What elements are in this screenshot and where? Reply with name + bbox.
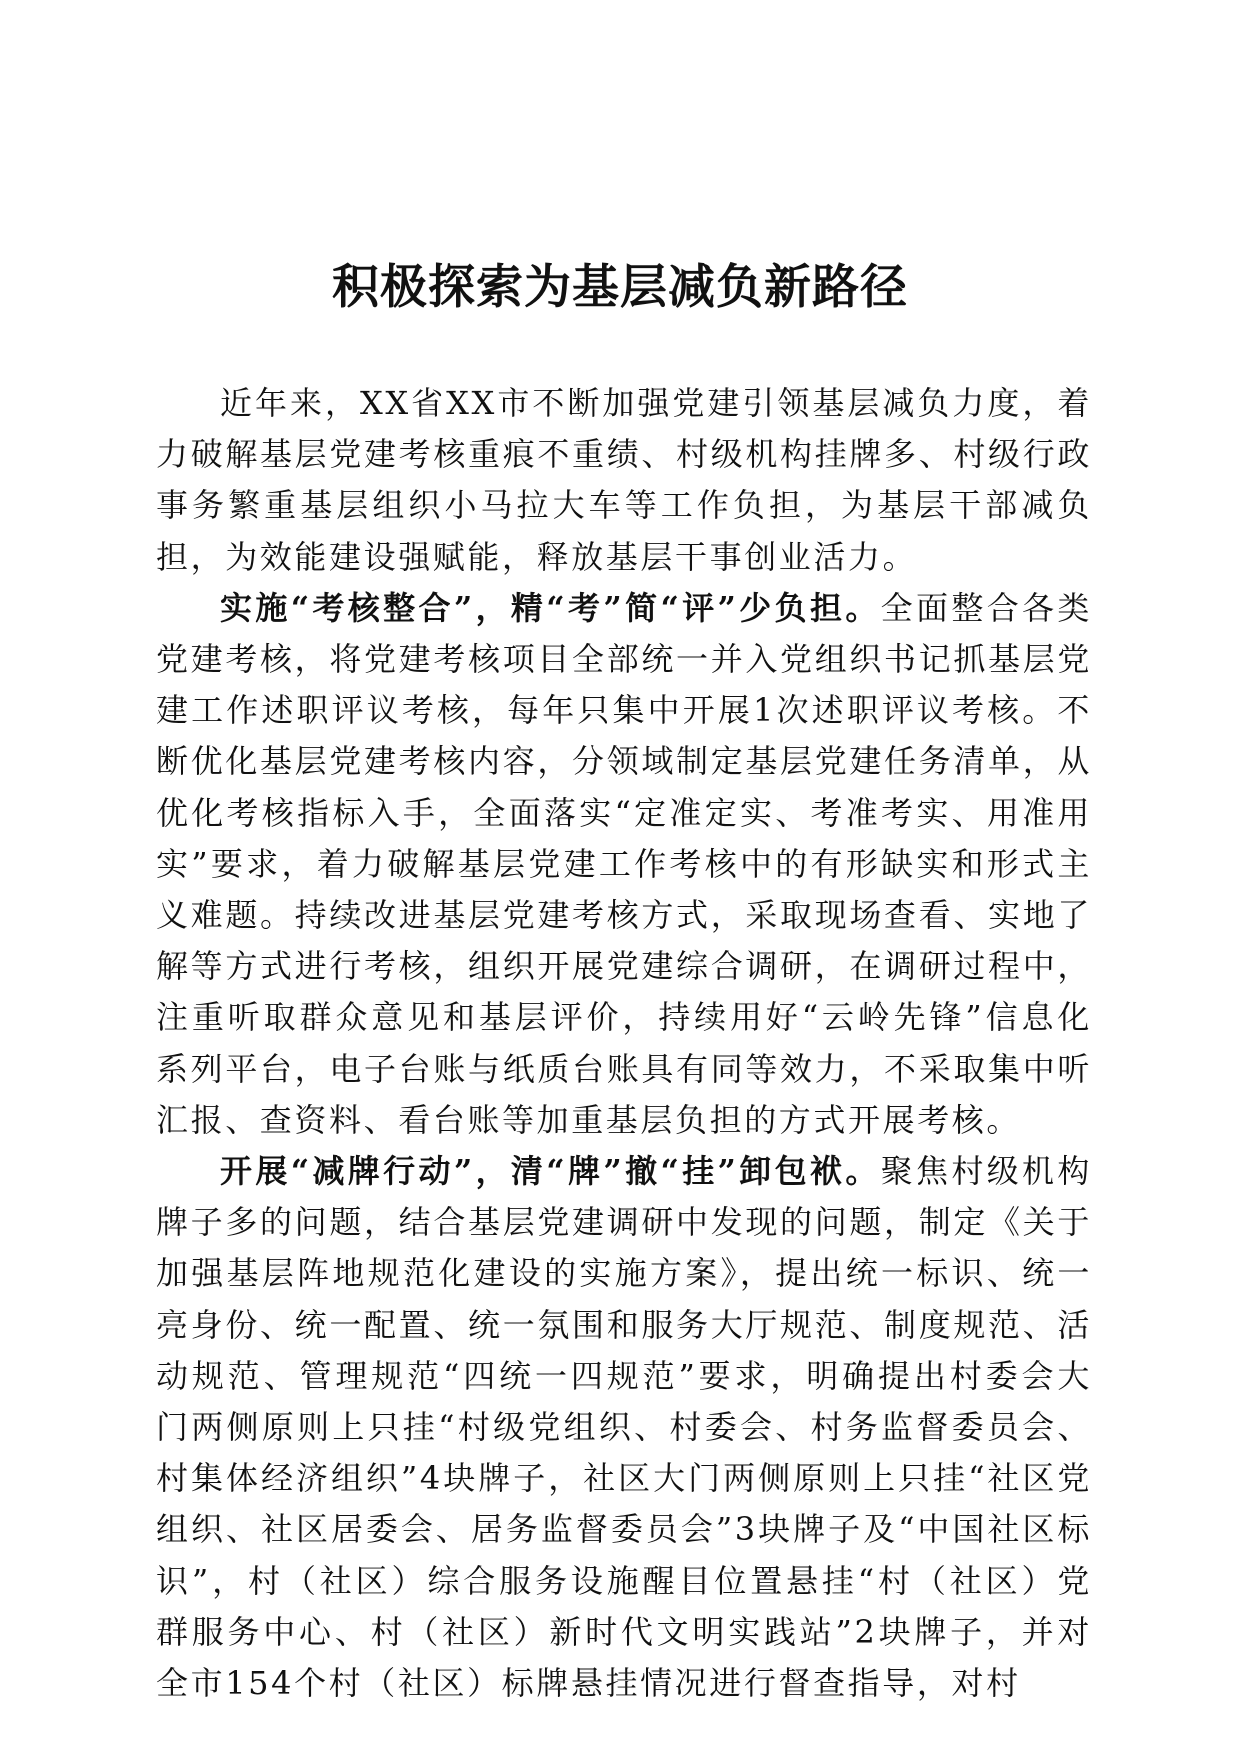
- paragraph-lead: 实施“考核整合”，精“考”简“评”少负担。: [220, 588, 881, 627]
- document-body: [156, 378, 1092, 1709]
- paragraph-assessment-integration: [156, 583, 1092, 1146]
- document-title: 积极探索为基层减负新路径: [332, 260, 908, 315]
- paragraph-text: 近年来，XX省XX市不断加强党建引领基层减负力度，着力破解基层党建考核重痕不重绩、村级机构挂牌多、村级行政事务繁重基层组织小马拉大车等工作负担，为基层干部减负担，为效能建设强赋能，释放基层干事创业活力。: [156, 384, 1092, 576]
- paragraph-text: 聚焦村级机构牌子多的问题，结合基层党建调研中发现的问题，制定《关于加强基层阵地规范化建设的实施方案》，提出统一标识、统一亮身份、统一配置、统一氛围和服务大厅规范、制度规范、活动规范、管理规范“四统一四规范”要求，明确提出村委会大门两侧原则上只挂“村级党组织、村委会、村务监督委员会、村集体经济组织”4块牌子，社区大门两侧原则上只挂“社区党组织、社区居委会、居务监督委员会”3块牌子及“中国社区标识”，村（社区）综合服务设施醒目位置悬挂“村（社区）党群服务中心、村（社区）新时代文明实践站”2块牌子，并对全市154个村（社区）标牌悬挂情况进行督查指导，对村: [156, 1152, 1092, 1703]
- paragraph-lead: 开展“减牌行动”，清“牌”撤“挂”卸包袱。: [220, 1152, 881, 1191]
- paragraph-intro: [156, 378, 1092, 583]
- paragraph-text: 全面整合各类党建考核，将党建考核项目全部统一并入党组织书记抓基层党建工作述职评议考核，每年只集中开展1次述职评议考核。不断优化基层党建考核内容，分领域制定基层党建任务清单，从优化考核指标入手，全面落实“定准定实、考准考实、用准用实”要求，着力破解基层党建工作考核中的有形缺实和形式主义难题。持续改进基层党建考核方式，采取现场查看、实地了解等方式进行考核，组织开展党建综合调研，在调研过程中，注重听取群众意见和基层评价，持续用好“云岭先锋”信息化系列平台，电子台账与纸质台账具有同等效力，不采取集中听汇报、查资料、看台账等加重基层负担的方式开展考核。: [156, 588, 1092, 1139]
- paragraph-sign-reduction: [156, 1146, 1092, 1709]
